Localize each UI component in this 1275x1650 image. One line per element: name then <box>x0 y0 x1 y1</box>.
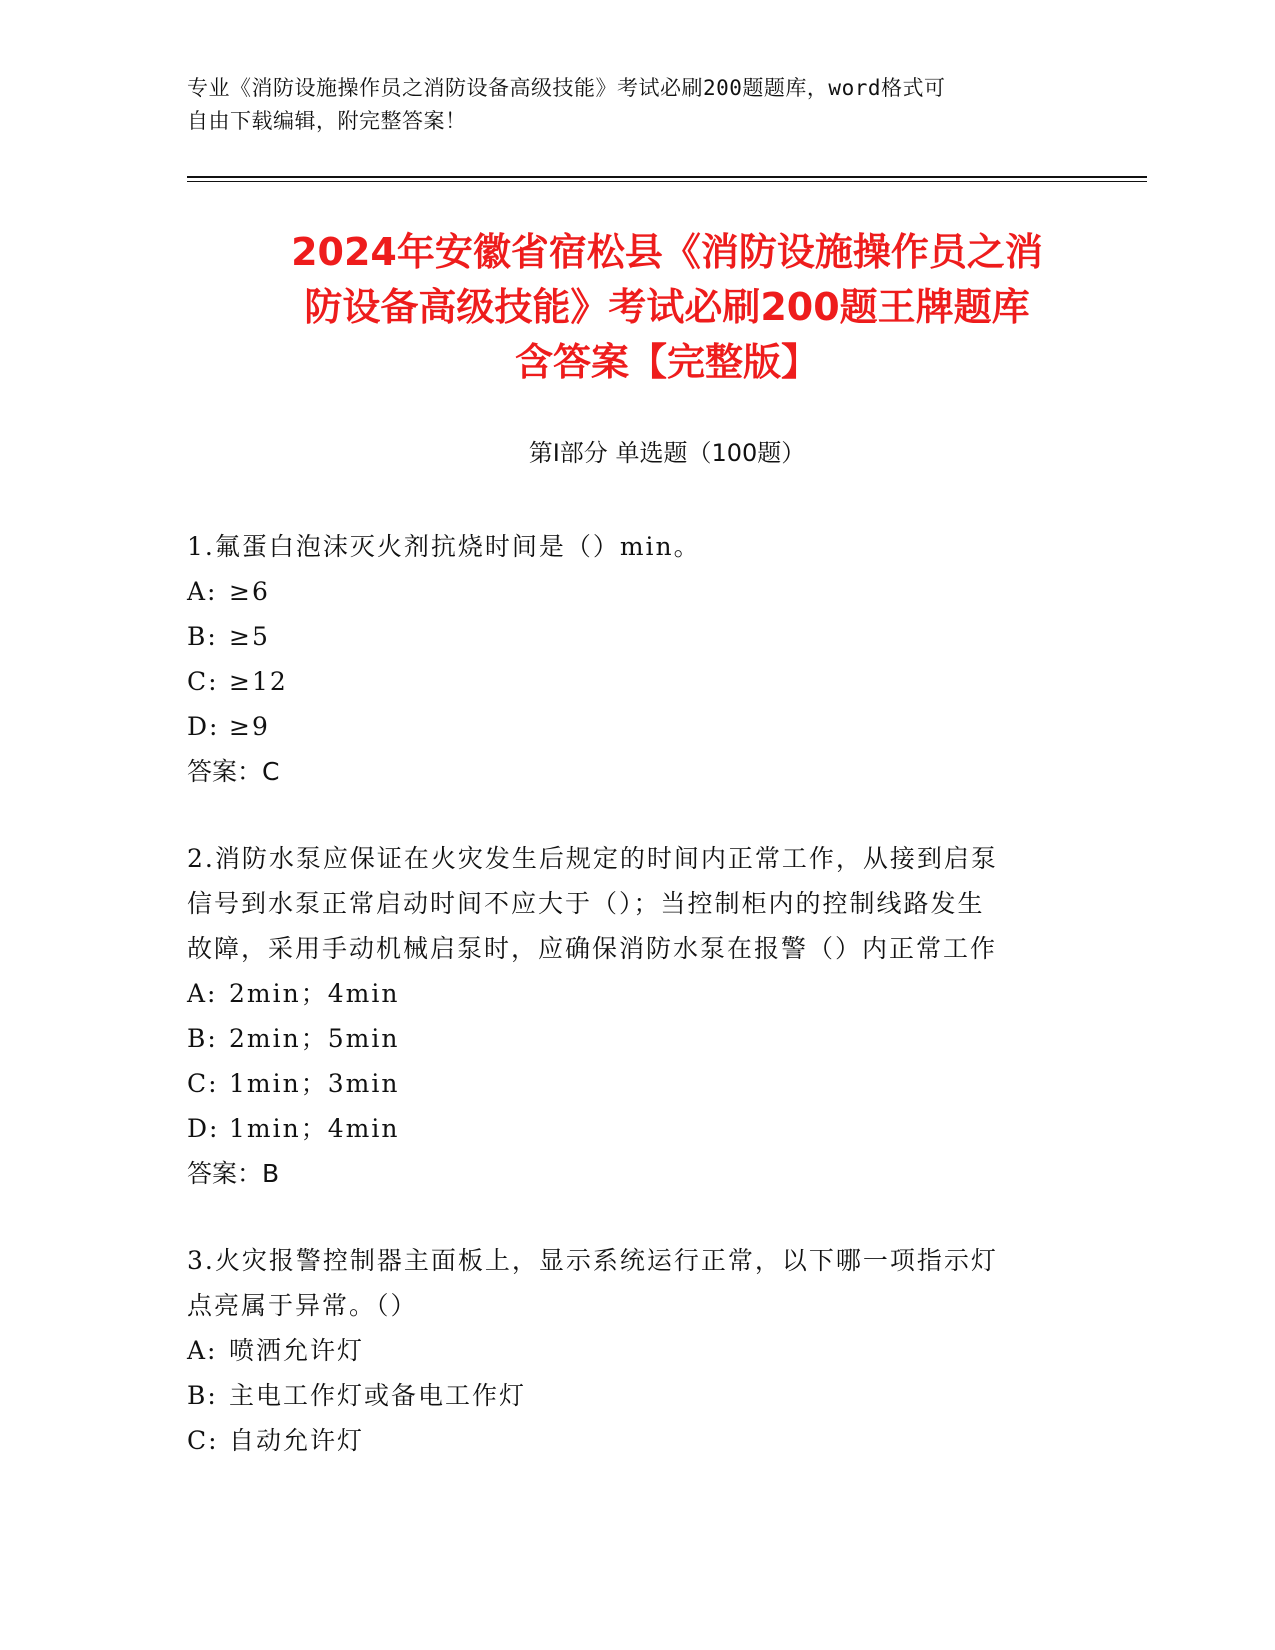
question-text: 3.火灾报警控制器主面板上，显示系统运行正常，以下哪一项指示灯 <box>187 1246 998 1275</box>
document-title <box>187 225 1147 390</box>
option-text: ≥5 <box>229 622 270 651</box>
option-text: 2min；4min <box>229 979 400 1008</box>
header-note-line: 自由下载编辑，附完整答案！ <box>187 109 467 133</box>
option-a <box>187 569 1067 614</box>
option-text: 主电工作灯或备电工作灯 <box>229 1381 527 1410</box>
header-note-line: 专业《消防设施操作员之消防设备高级技能》考试必刷200题题库，word格式可 <box>187 76 946 100</box>
header-divider-thin <box>187 181 1147 182</box>
option-c <box>187 1061 1067 1106</box>
header-divider-thick <box>187 176 1147 178</box>
question-text: 2.消防水泵应保证在火灾发生后规定的时间内正常工作，从接到启泵 <box>187 844 998 873</box>
option-letter: A: <box>187 1336 218 1365</box>
option-a <box>187 971 1067 1016</box>
option-d <box>187 704 1067 749</box>
option-letter: A: <box>187 979 218 1008</box>
option-d <box>187 1106 1067 1151</box>
option-letter: C: <box>187 1426 219 1455</box>
option-text: 自动允许灯 <box>229 1426 365 1455</box>
option-text: 1min；4min <box>229 1114 400 1143</box>
title-line: 防设备高级技能》考试必刷200题王牌题库 <box>304 285 1030 329</box>
section-heading: 第I部分 单选题（100题） <box>528 439 806 467</box>
header-note <box>187 72 1067 138</box>
option-letter: A: <box>187 577 218 606</box>
option-text: ≥6 <box>229 577 270 606</box>
question-text: 故障，采用手动机械启泵时，应确保消防水泵在报警（）内正常工作 <box>187 934 998 963</box>
option-b <box>187 1016 1067 1061</box>
question-list <box>187 524 1067 1505</box>
answer-text: 答案：B <box>187 1159 280 1188</box>
question-text: 1.氟蛋白泡沫灭火剂抗烧时间是（）min。 <box>187 532 701 561</box>
option-c <box>187 659 1067 704</box>
option-text: ≥9 <box>229 712 270 741</box>
option-letter: B: <box>187 622 218 651</box>
question-item <box>187 836 1067 1196</box>
option-text: ≥12 <box>229 667 288 696</box>
option-letter: B: <box>187 1024 218 1053</box>
option-letter: C: <box>187 1069 219 1098</box>
option-b <box>187 1373 1067 1418</box>
option-c <box>187 1418 1067 1463</box>
question-text: 信号到水泵正常启动时间不应大于（）；当控制柜内的控制线路发生 <box>187 889 985 918</box>
option-letter: B: <box>187 1381 218 1410</box>
question-item <box>187 1238 1067 1463</box>
option-a <box>187 1328 1067 1373</box>
title-line: 含答案【完整版】 <box>514 340 819 384</box>
option-text: 喷洒允许灯 <box>229 1336 365 1365</box>
answer-text: 答案：C <box>187 757 280 786</box>
question-text: 点亮属于异常。（） <box>187 1291 418 1320</box>
option-letter: C: <box>187 667 219 696</box>
option-b <box>187 614 1067 659</box>
option-letter: D: <box>187 1114 220 1143</box>
option-letter: D: <box>187 712 220 741</box>
option-text: 1min；3min <box>229 1069 400 1098</box>
option-text: 2min；5min <box>229 1024 400 1053</box>
title-line: 2024年安徽省宿松县《消防设施操作员之消 <box>291 230 1043 274</box>
question-item <box>187 524 1067 794</box>
